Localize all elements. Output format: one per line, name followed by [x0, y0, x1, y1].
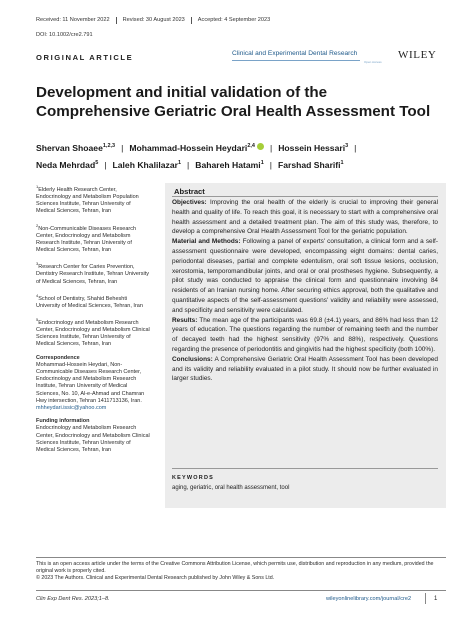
author-list	[36, 139, 456, 173]
abstract-methods: Material and Methods: Following a panel of experts' consultation, a clinical form and a self-assessment questionnaire were developed, encompassing eight domains: dental caries, periodontal diseases, partial and complete edentulism, oral soft tissue lesions, occlusion, xerostomia, temporomandibular joints, and oral or oral prostheses hygiene. Subsequently, a pilot study was conducted to appraise the clinical form and questionnaire involving 84 residents of an Iranian nursing home. After securing ethics approval, both the qualitative and quantitative aspects of the self-assessment questions' validity and reliability were assessed, and specificity and sensitivity were calculated.	[172, 238, 438, 314]
author-separator: |	[269, 159, 272, 170]
abstract-heading: Abstract	[174, 187, 205, 196]
article-dates	[36, 17, 276, 24]
author-name[interactable]: Farshad Sharifi	[277, 159, 341, 170]
affiliation-item: $^4$School of Dentistry, Shahid Beheshti University of Medical Sciences, Tehran, Iran	[36, 292, 143, 309]
accepted-date: Accepted: 4 September 2023	[197, 17, 271, 23]
author-name[interactable]: Laleh Khalilazar	[112, 159, 178, 170]
abstract-conclusions: Conclusions: A Comprehensive Geriatric Oral Health Assessment Tool has been developed and its validity and reliability evaluated in a pilot study. It should now be further evaluated in larger studies.	[172, 355, 438, 383]
copyright-text: © 2023 The Authors. Clinical and Experimental Dental Research published by John Wiley & Sons Ltd.	[36, 575, 275, 582]
author-affiliation: 1	[260, 159, 264, 166]
journal-website-link[interactable]: wileyonlinelibrary.com/journal/cre2	[326, 596, 412, 602]
affiliation-item: $^3$Research Center for Caries Prevention, Dentistry Research Institute, Tehran University of Medical Sciences, Tehran, Iran	[36, 261, 149, 285]
author-separator: |	[269, 142, 273, 153]
author-name[interactable]: Shervan Shoaee	[36, 142, 103, 153]
footer-divider	[36, 590, 446, 591]
orcid-icon[interactable]	[257, 143, 264, 150]
keywords-divider	[172, 468, 438, 469]
affiliation-item: $^5$Endocrinology and Metabolism Research Center, Endocrinology and Metabolism Clinical Sciences Institute, Tehran University of Medical Sciences, Tehran, Iran	[36, 316, 150, 348]
author-name[interactable]: Neda Mehrdad	[36, 159, 96, 170]
author-line-1	[36, 139, 456, 156]
author-separator: |	[187, 159, 190, 170]
correspondence-text: Mohammad-Hossein Heydari, Non-Communicable Diseases Research Center, Endocrinology and Metabolism Research Institute, Tehran University of Medical Sciences, No. 10, Al-e-Ahmad and Chamran Hwy intersection, Tehran 1411713136, Iran. mhheydari.issic@yahoo.com	[36, 361, 145, 412]
license-notice	[36, 561, 446, 583]
author-affiliation: 5	[95, 159, 99, 166]
author-affiliation: 3	[345, 143, 349, 149]
page-number: 1	[434, 596, 438, 602]
license-text: This is an open access article under the terms of the Creative Commons Attribution License, which permits use, distribution and reproduction in any medium, provided the original work is properly cited.	[36, 561, 434, 575]
author-separator: |	[121, 142, 124, 153]
keywords-text: aging, geriatric, oral health assessment, tool	[172, 485, 290, 491]
author-affiliation: 1,2,3	[102, 143, 116, 149]
correspondence-heading: Correspondence	[36, 354, 80, 361]
author-name[interactable]: Hossein Hessari	[278, 142, 346, 153]
journal-name[interactable]: Clinical and Experimental Dental Research	[232, 50, 358, 57]
abstract-divider	[172, 196, 438, 197]
sidebar	[36, 183, 151, 460]
abstract-body	[172, 198, 438, 384]
open-access-tag: Open Access	[364, 60, 382, 64]
publisher-logo[interactable]: WILEY	[398, 49, 437, 61]
revised-date: Revised: 30 August 2023	[117, 17, 192, 24]
author-separator: |	[104, 159, 107, 170]
citation: Clin Exp Dent Res. 2023;1–8.	[36, 596, 110, 602]
correspondence-email[interactable]: mhheydari.issic@yahoo.com	[36, 405, 107, 412]
received-date: Received: 11 November 2022	[36, 17, 117, 24]
footer-divider	[36, 557, 446, 558]
journal-underline	[232, 60, 360, 61]
funding-text: Endocrinology and Metabolism Research Center, Endocrinology and Metabolism Clinical Sciences Institute, Tehran University of Medical Sciences, Tehran, Iran	[36, 425, 150, 454]
article-type: ORIGINAL ARTICLE	[36, 53, 134, 62]
doi[interactable]: DOI: 10.1002/cre2.791	[36, 32, 93, 38]
author-affiliation: 2,4	[247, 143, 255, 149]
author-separator: |	[354, 142, 357, 153]
funding-heading: Funding information	[36, 418, 90, 425]
keywords-heading: KEYWORDS	[172, 475, 214, 481]
author-name[interactable]: Mohammad-Hossein Heydari	[129, 142, 248, 153]
author-affiliation: 1	[177, 159, 182, 166]
page-number-divider	[425, 593, 426, 604]
author-affiliation: 1	[340, 159, 344, 166]
affiliation-item: $^2$Non-Communicable Diseases Research Center, Endocrinology and Metabolism Research Institute, Tehran University of Medical Sciences, Tehran, Iran	[36, 222, 137, 254]
author-line-2	[36, 156, 456, 173]
article-title: Development and initial validation of the Comprehensive Geriatric Oral Health Assessment Tool	[36, 84, 431, 120]
abstract-results: Results: The mean age of the participants was 69.8 (±4.1) years, and 86% had less than 12 years of education. The questions regarding the number of remaining teeth and the number of decayed teeth had the highest sensitivity (97% and 88%), respectively. Questions regarding the presence of periodontitis and gingivitis had the highest specificity (both 100%).	[172, 316, 438, 353]
affiliation-item: $^1$Elderly Health Research Center, Endocrinology and Metabolism Population Sciences Institute, Tehran University of Medical Sciences, Tehran, Iran	[36, 184, 139, 215]
author-name[interactable]: Bahareh Hatami	[195, 159, 261, 170]
abstract-objectives: Objectives: Improving the oral health of the elderly is crucial to improving their general health and quality of life. To reach this goal, it is necessary to start with a comprehensive oral health assessment and a detailed treatment plan. The aim of this study was, therefore, to develop a comprehensive Oral Health Assessment Tool for the geriatric population.	[172, 199, 438, 236]
